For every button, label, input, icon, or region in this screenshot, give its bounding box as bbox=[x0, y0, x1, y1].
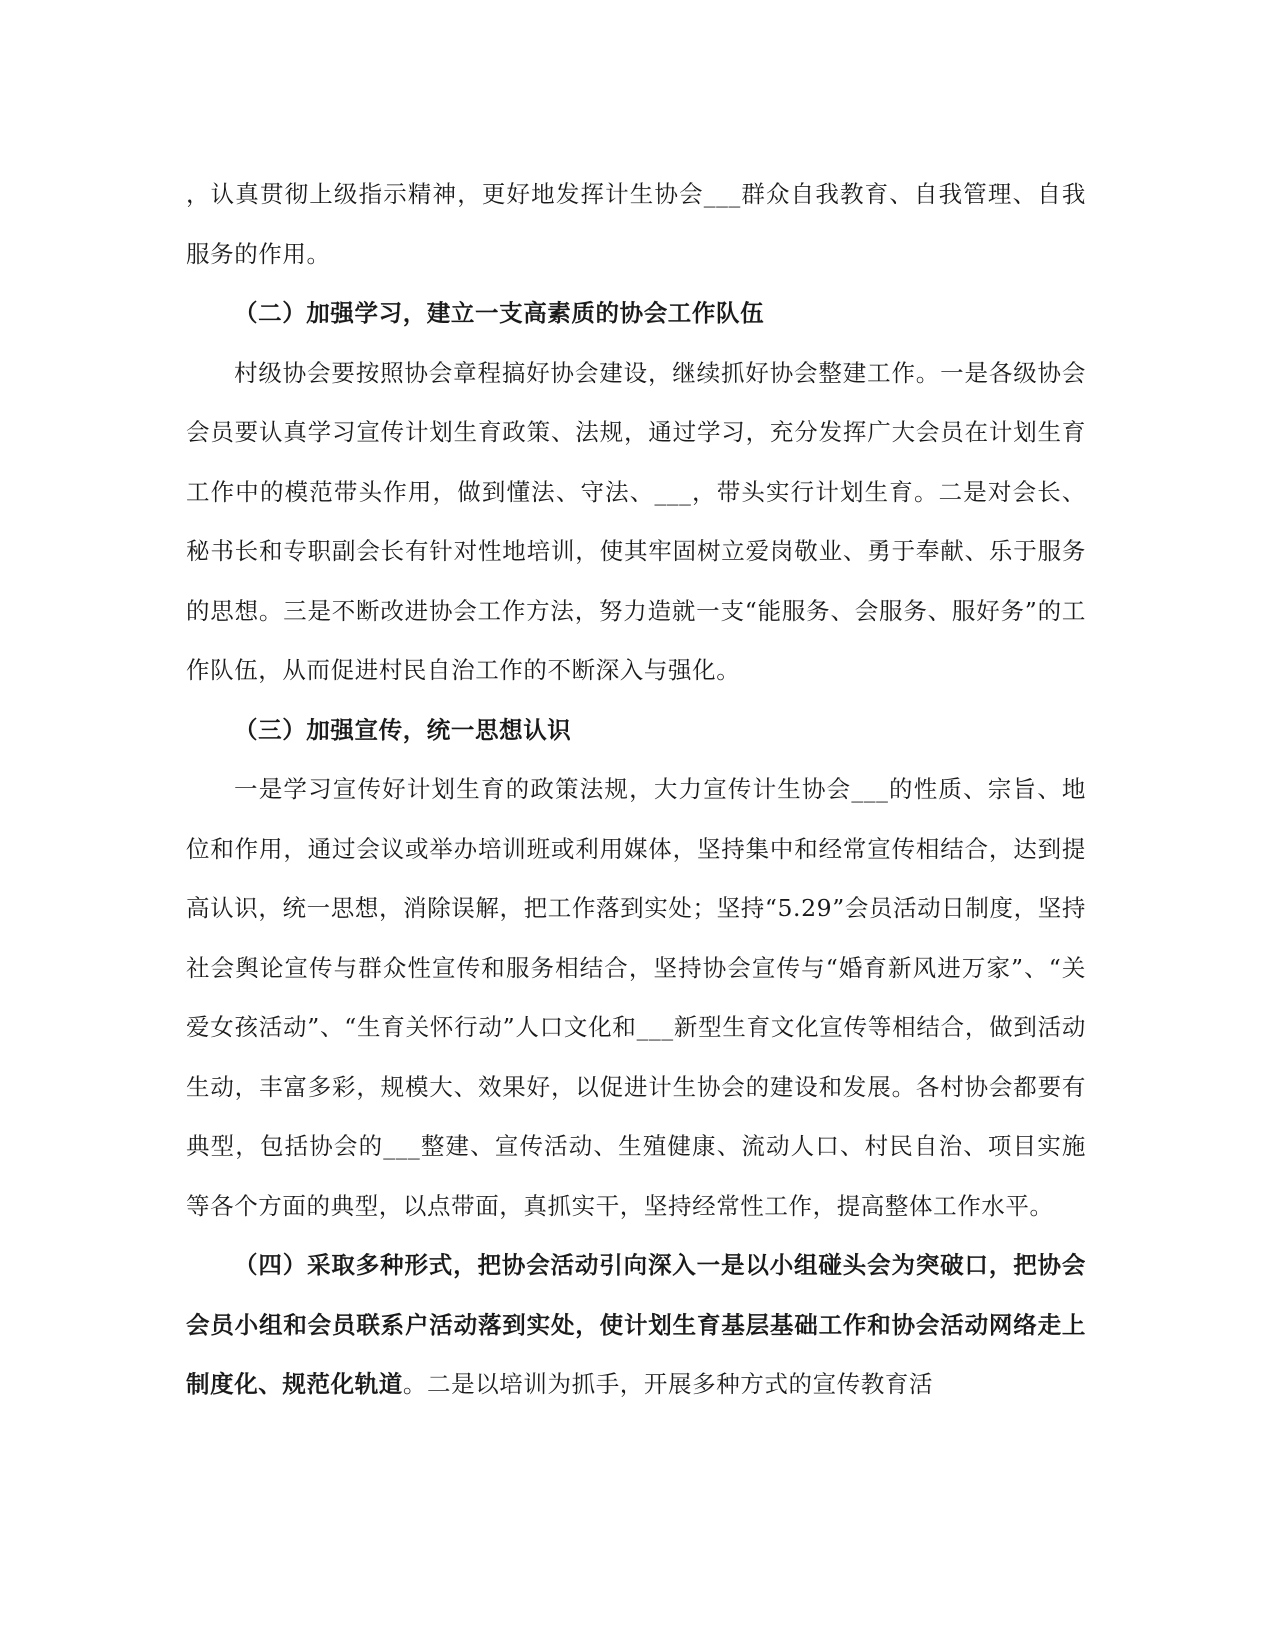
paragraph-1: ，认真贯彻上级指示精神，更好地发挥计生协会___群众自我教育、自我管理、自我服务的作用。 bbox=[186, 180, 1086, 268]
paragraph-2: 村级协会要按照协会章程搞好协会建设，继续抓好协会整建工作。一是各级协会会员要认真学习宣传计划生育政策、法规，通过学习，充分发挥广大会员在计划生育工作中的模范带头作用，做到懂法、守法、___，带头实行计划生育。二是对会长、秘书长和专职副会长有针对性地培训，使其牢固树立爱岗敬业、勇于奉献、乐于服务的思想。三是不断改进协会工作方法，努力造就一支“能服务、会服务、服好务”的工作队伍，从而促进村民自治工作的不断深入与强化。 bbox=[186, 358, 1086, 684]
section-heading-2: （二）加强学习，建立一支高素质的协会工作队伍 bbox=[234, 299, 765, 327]
section-heading-4: （四）采取多种形式，把协会活动引向深入一是以小组碰头会为突破口，把协会会员小组和会员联系户活动落到实处，使计划生育基层基础工作和协会活动网络走上制度化、规范化轨道 bbox=[186, 1251, 1086, 1398]
paragraph-3: 一是学习宣传好计划生育的政策法规，大力宣传计生协会___的性质、宗旨、地位和作用，通过会议或举办培训班或利用媒体，坚持集中和经常宣传相结合，达到提高认识，统一思想，消除误解，把工作落到实处；坚持“5.29”会员活动日制度，坚持社会舆论宣传与群众性宣传和服务相结合，坚持协会宣传与“婚育新风进万家”、“关爱女孩活动”、“生育关怀行动”人口文化和___新型生育文化宣传等相结合，做到活动生动，丰富多彩，规模大、效果好，以促进计生协会的建设和发展。各村协会都要有典型，包括协会的___整建、宣传活动、生殖健康、流动人口、村民自治、项目实施等各个方面的典型，以点带面，真抓实干，坚持经常性工作，提高整体工作水平。 bbox=[186, 775, 1086, 1220]
document-page bbox=[186, 165, 1086, 1415]
paragraph-4-text: 。二是以培训为抓手，开展多种方式的宣传教育活 bbox=[402, 1370, 934, 1398]
paragraph-4 bbox=[186, 1236, 1086, 1415]
section-heading-3: （三）加强宣传，统一思想认识 bbox=[234, 715, 572, 744]
